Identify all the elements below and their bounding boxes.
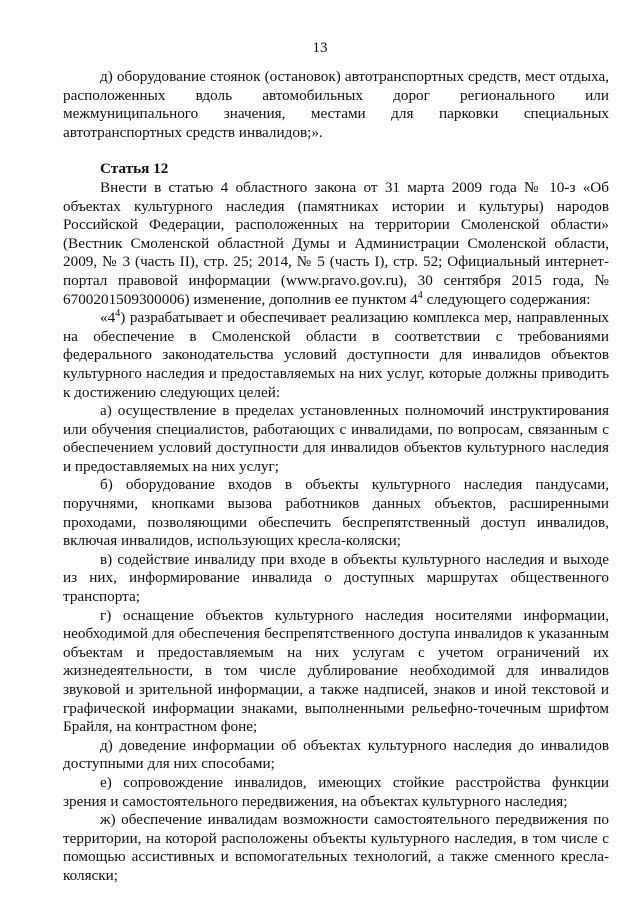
list-item-d: д) доведение информации об объектах культурного наследия до инвалидов доступными для них способами;	[63, 736, 609, 773]
paragraph-item-d-previous: д) оборудование стоянок (остановок) автотранспортных средств, мест отдыха, расположенных вдоль автомобильных дорог регионального или межмуниципального значения, местами для парковки специальных автотранспортных средств инвалидов;».	[63, 68, 609, 141]
intro-end: следующего содержания:	[422, 290, 591, 308]
list-item-g: г) оснащение объектов культурного наследия носителями информации, необходимой для обеспечения беспрепятственного доступа инвалидов к указанным объектам и предоставляемым на них услугам с учетом ограничений их жизнедеятельности, в том числе дублирование необходимой для инвалидов звуковой и зрительной информации, а также надписей, знаков и иной текстовой и графической информации знаками, выполненными рельефно-точечным шрифтом Брайля, на контрастном фоне;	[63, 606, 609, 736]
intro-superscript: 4	[417, 289, 423, 301]
clause-text: ) разрабатывает и обеспечивает реализацию комплекса мер, направленных на обеспечение в Смоленской области в соответствии с требованиями федерального законодательства условий доступности для инвалидов объектов культурного наследия и предоставляемых на них услуг, которые должны приводить к достижению следующих целей:	[63, 309, 609, 401]
list-item-zh: ж) обеспечение инвалидам возможности самостоятельного передвижения по территории, на которой расположены объекты культурного наследия, в том числе с помощью ассистивных и вспомогательных технологий, а также сменного кресла-коляски;	[63, 811, 609, 884]
paragraph-intro	[63, 179, 609, 309]
document-body	[63, 68, 609, 886]
list-item-a: а) осуществление в пределах установленных полномочий инструктирования или обучения специалистов, работающих с инвалидами, по вопросам, связанным с обеспечением условий доступности для инвалидов объектов культурного наследия и предоставляемых на них услуг;	[63, 402, 609, 475]
clause-open: «4	[100, 309, 116, 327]
intro-text: Внести в статью 4 областного закона от 31 марта 2009 года № 10-з «Об объектах культурного наследия (памятниках истории и культуры) народов Российской Федерации, расположенных на территории Смоленской области» (Вестник Смоленской областной Думы и Администрации Смоленской области, 2009, № 3 (часть II), стр. 25; 2014, № 5 (часть I), стр. 52; Официальный интернет-портал правовой информации (www.pravo.gov.ru), 30 сентября 2015 года, № 6700201509300006) изменение, дополнив ее пунктом 4	[63, 178, 609, 308]
list-item-b: б) оборудование входов в объекты культурного наследия пандусами, поручнями, кнопками вызова работников данных объектов, расширенными проходами, позволяющими обеспечить беспрепятственный доступ инвалидов, включая инвалидов, использующих кресла-коляски;	[63, 476, 609, 550]
page-number: 13	[312, 40, 328, 56]
paragraph-clause-4-4	[63, 309, 609, 402]
list-item-v: в) содействие инвалиду при входе в объекты культурного наследия и выходе из них, информирование инвалида о доступных маршрутах общественного транспорта;	[63, 550, 609, 606]
clause-superscript: 4	[115, 308, 121, 320]
list-item-e: е) сопровождение инвалидов, имеющих стойкие расстройства функции зрения и самостоятельного передвижения, на объектах культурного наследия;	[63, 773, 609, 810]
article-heading: Статья 12	[100, 160, 169, 178]
